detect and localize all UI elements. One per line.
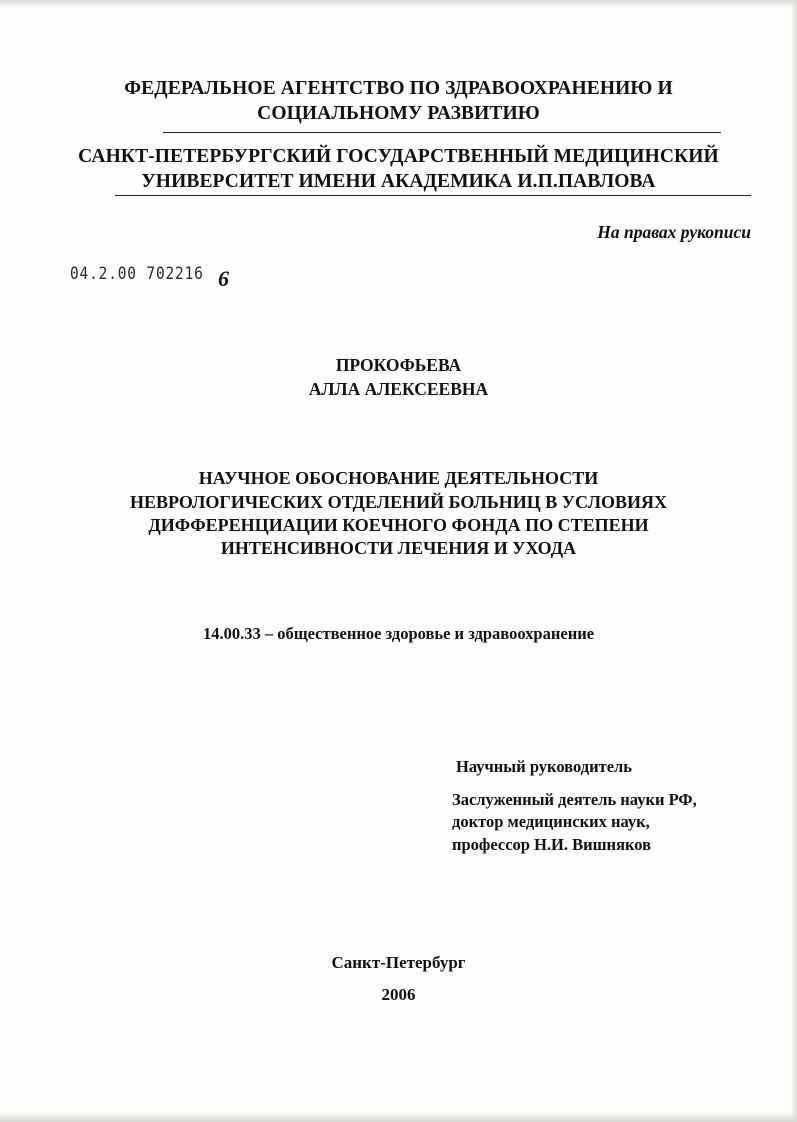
supervisor-title-line-2: доктор медицинских наук, <box>452 812 650 831</box>
university-name-line-2: УНИВЕРСИТЕТ ИМЕНИ АКАДЕМИКА И.П.ПАВЛОВА <box>141 171 656 192</box>
supervisor-heading: Научный руководитель <box>456 757 632 776</box>
specialty-code: 14.00.33 – общественное здоровье и здравоохранение <box>202 624 595 643</box>
thesis-title-line-3: ДИФФЕРЕНЦИАЦИИ КОЕЧНОГО ФОНДА ПО СТЕПЕНИ <box>148 515 649 535</box>
agency-divider <box>163 132 721 133</box>
thesis-title-line-2: НЕВРОЛОГИЧЕСКИХ ОТДЕЛЕНИЙ БОЛЬНИЦ В УСЛОВИЯХ <box>130 492 667 512</box>
registration-stamp-handwritten: 6 <box>218 266 229 291</box>
thesis-title-line-4: ИНТЕНСИВНОСТИ ЛЕЧЕНИЯ И УХОДА <box>220 538 577 558</box>
scan-edge-top <box>0 0 797 8</box>
university-divider <box>115 195 751 196</box>
agency-name-line-1: ФЕДЕРАЛЬНОЕ АГЕНТСТВО ПО ЗДРАВООХРАНЕНИЮ И <box>124 78 673 99</box>
registration-stamp-number: 04.2.00 702216 <box>70 264 204 284</box>
thesis-title-line-1: НАУЧНОЕ ОБОСНОВАНИЕ ДЕЯТЕЛЬНОСТИ <box>198 468 599 488</box>
scan-edge-bottom <box>0 1112 797 1122</box>
year: 2006 <box>381 985 416 1004</box>
supervisor-name: профессор Н.И. Вишняков <box>452 835 652 854</box>
city: Санкт-Петербург <box>331 953 466 972</box>
manuscript-rights-note: На правах рукописи <box>597 222 751 242</box>
supervisor-title-line-1: Заслуженный деятель науки РФ, <box>452 790 697 809</box>
author-given-names: АЛЛА АЛЕКСЕЕВНА <box>308 379 489 399</box>
agency-name-line-2: СОЦИАЛЬНОМУ РАЗВИТИЮ <box>257 103 540 124</box>
university-name-line-1: САНКТ-ПЕТЕРБУРГСКИЙ ГОСУДАРСТВЕННЫЙ МЕДИЦИНСКИЙ <box>78 146 719 167</box>
author-surname: ПРОКОФЬЕВА <box>335 355 462 375</box>
